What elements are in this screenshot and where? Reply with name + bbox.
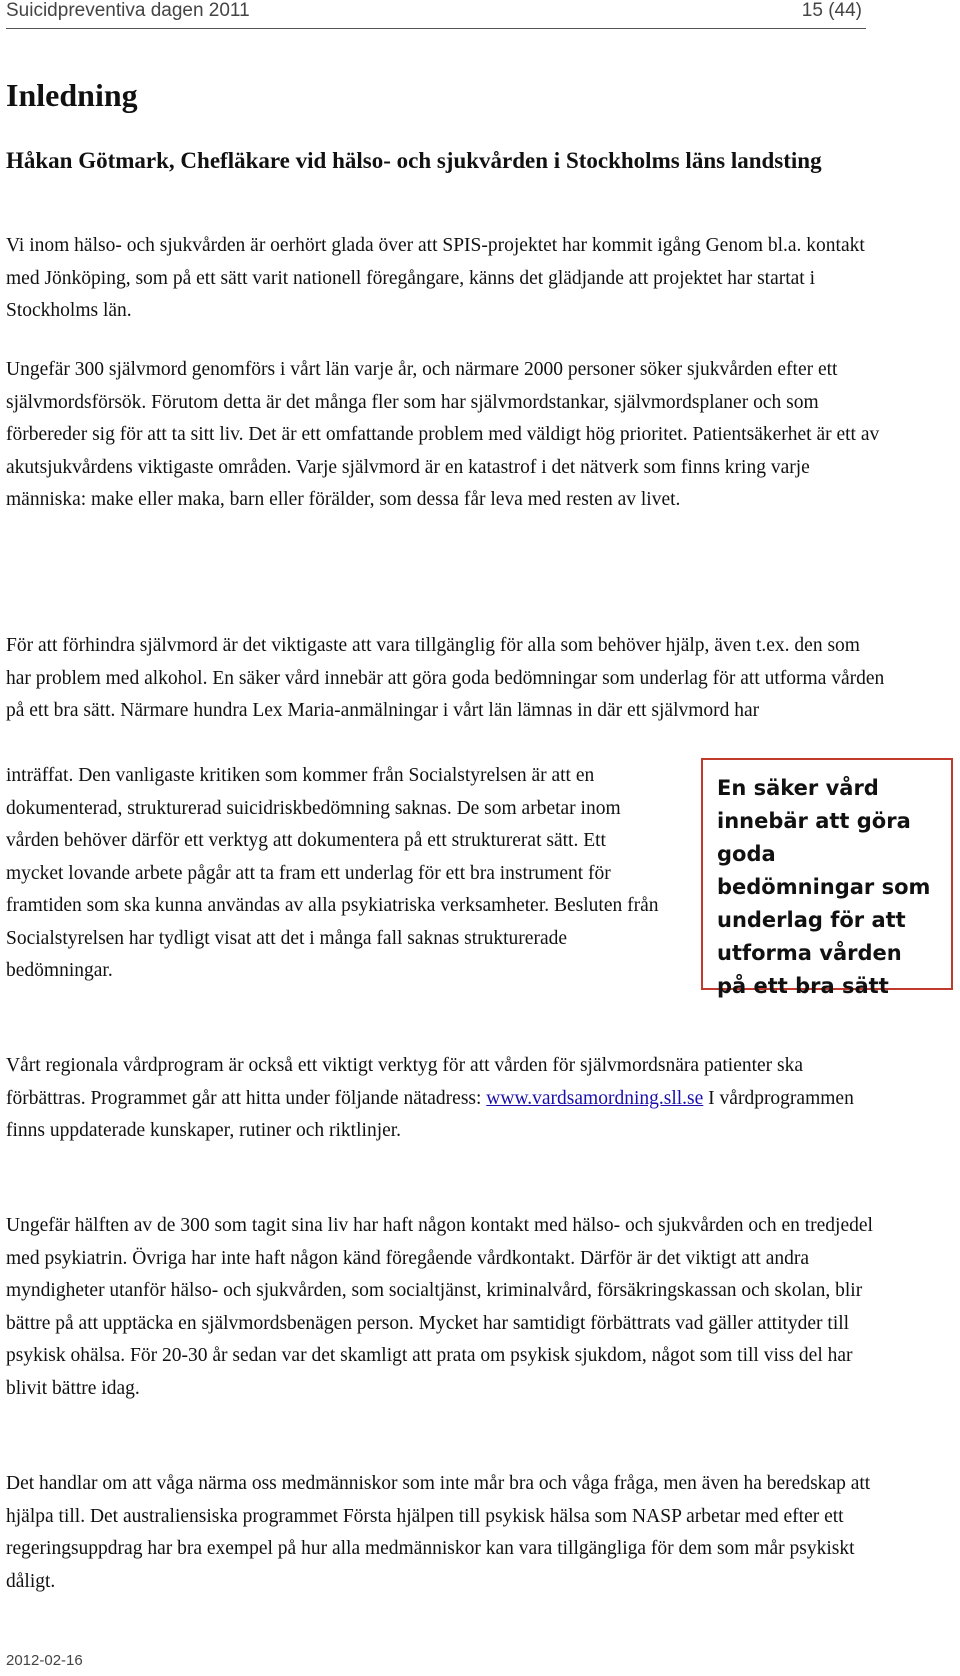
paragraph-3a: För att förhindra självmord är det viktigaste att vara tillgänglig för alla som behöver hjälp, även t.ex. den som har problem med alkohol. En säker vård innebär att göra goda bedömningar som underlag för att utforma vården på ett bra sätt. Närmare hundra Lex Maria-anmälningar i vårt län lämnas in där ett självmord har bbox=[6, 635, 885, 721]
section-title: Inledning bbox=[6, 77, 138, 113]
paragraph-4-text-before: Vårt regionala vårdprogram är också ett viktigt verktyg för att vården för självmordsnära patienter ska förbättras. Programmet går att hitta under följande nätadress: bbox=[6, 1055, 804, 1109]
author-line: Håkan Götmark, Chefläkare vid hälso- och sjukvården i Stockholms läns landsting bbox=[6, 148, 822, 173]
paragraph-6: Det handlar om att våga närma oss medmänniskor som inte mår bra och våga fråga, men även ha beredskap att hjälpa till. Det australiensiska programmet Första hjälpen till psykisk hälsa som NASP arbetar med efter ett regeringsuppdrag har bra exempel på hur alla medmänniskor kan vara tillgängliga för dem som mår psykiskt dåligt. bbox=[6, 1473, 871, 1592]
document-page bbox=[6, 0, 931, 1676]
paragraph-3b: inträffat. Den vanligaste kritiken som kommer från Socialstyrelsen är att en dokumenterad, strukturerad suicidriskbedömning saknas. De som arbetar inom vården behöver därför ett verktyg att dokumentera på ett strukturerat sätt. Ett mycket lovande arbete pågår att ta fram ett underlag för ett bra instrument för framtiden som ska kunna användas av alla psykiatriska verksamheter. Besluten från Socialstyrelsen har tydligt visat att det i många fall saknas strukturerade bedömningar. bbox=[6, 765, 659, 981]
header-title: Suicidpreventiva dagen 2011 bbox=[6, 0, 250, 21]
vardsamordning-link[interactable]: www.vardsamordning.sll.se bbox=[486, 1087, 704, 1109]
paragraph-2: Ungefär 300 självmord genomförs i vårt län varje år, och närmare 2000 personer söker sjukvården efter ett självmordsförsök. Förutom detta är det många fler som har självmordstankar, självmordsplaner och som förbereder sig för att ta sitt liv. Det är ett omfattande problem med väldigt hög prioritet. Patientsäkerhet är ett av akutsjukvårdens viktigaste områden. Varje självmord är en katastrof i det nätverk som finns kring varje människa: make eller maka, barn eller förälder, som dessa får leva med resten av livet. bbox=[6, 359, 880, 510]
paragraph-4 bbox=[6, 1050, 886, 1148]
paragraph-1: Vi inom hälso- och sjukvården är oerhört glada över att SPIS-projektet har kommit igång Genom bl.a. kontakt med Jönköping, som på ett sätt varit nationell föregångare, känns det glädjande att projektet har startat i Stockholms län. bbox=[6, 235, 865, 321]
paragraph-5: Ungefär hälften av de 300 som tagit sina liv har haft någon kontakt med hälso- och sjukvården och en tredjedel med psykiatrin. Övriga har inte haft någon känd föregående vårdkontakt. Därför är det viktigt att andra myndigheter utanför hälso- och sjukvården, som socialtjänst, kriminalvård, försäkringskassan och skolan, blir bättre på att upptäcka en självmordsbenägen person. Mycket har samtidigt förbättrats vad gäller attityder till psykisk ohälsa. För 20-30 år sedan var det skamligt att prata om psykisk sjukdom, något som till viss del har blivit bättre idag. bbox=[6, 1215, 873, 1399]
page-footer-date: 2012-02-16 bbox=[6, 1652, 83, 1669]
page-header bbox=[6, 0, 866, 29]
page-number: 15 (44) bbox=[801, 0, 862, 21]
paragraph-4-text-after: I vårdprogrammen finns uppdaterade kunskaper, rutiner och riktlinjer. bbox=[6, 1087, 854, 1141]
callout-box: En säker vård innebär att göra goda bedömningar som underlag för att utforma vården på ett bra sätt bbox=[701, 758, 953, 990]
